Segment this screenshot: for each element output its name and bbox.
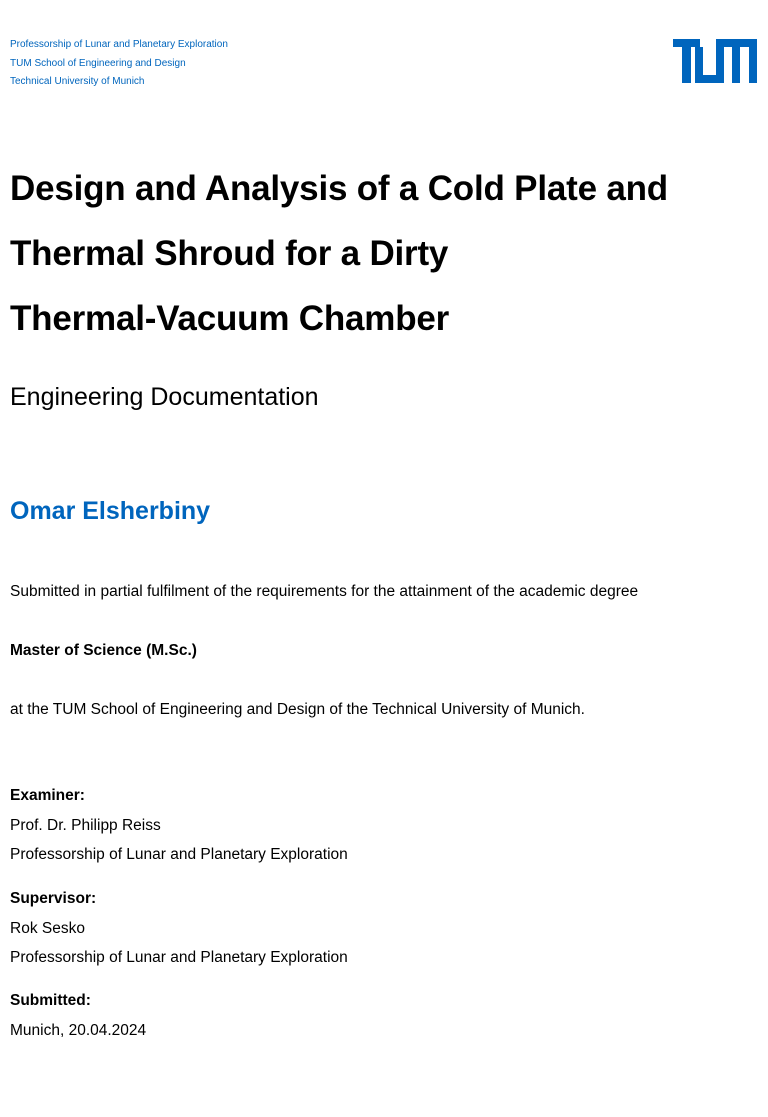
submitted-date: Munich, 20.04.2024 bbox=[10, 1021, 147, 1039]
tum-logo bbox=[673, 39, 757, 83]
degree-name: Master of Science (M.Sc.) bbox=[10, 642, 197, 659]
document-title bbox=[10, 156, 668, 351]
supervisor-name: Rok Sesko bbox=[10, 919, 85, 937]
submitted-label: Submitted: bbox=[10, 992, 91, 1009]
title-line: Thermal Shroud for a Dirty bbox=[10, 234, 449, 273]
examiner-affiliation: Professorship of Lunar and Planetary Exploration bbox=[10, 846, 348, 863]
header-university: Technical University of Munich bbox=[10, 76, 145, 87]
examiner-label: Examiner: bbox=[10, 787, 85, 804]
supervisor-affiliation: Professorship of Lunar and Planetary Exploration bbox=[10, 949, 348, 966]
institution-header bbox=[10, 36, 228, 92]
title-line: Thermal-Vacuum Chamber bbox=[10, 299, 450, 338]
institution-statement: at the TUM School of Engineering and Design of the Technical University of Munich. bbox=[10, 701, 585, 718]
header-school: TUM School of Engineering and Design bbox=[10, 57, 186, 69]
examiner-block bbox=[10, 781, 348, 870]
document-subtitle: Engineering Documentation bbox=[10, 383, 319, 411]
header-professorship: Professorship of Lunar and Planetary Exploration bbox=[10, 39, 228, 50]
examiner-name: Prof. Dr. Philipp Reiss bbox=[10, 816, 161, 834]
author-name: Omar Elsherbiny bbox=[10, 497, 211, 525]
supervisor-label: Supervisor: bbox=[10, 890, 97, 907]
submission-intro: Submitted in partial fulfilment of the requirements for the attainment of the academic degree bbox=[10, 583, 639, 600]
submitted-block bbox=[10, 986, 146, 1045]
supervisor-block bbox=[10, 884, 348, 973]
title-line: Design and Analysis of a Cold Plate and bbox=[10, 169, 668, 208]
